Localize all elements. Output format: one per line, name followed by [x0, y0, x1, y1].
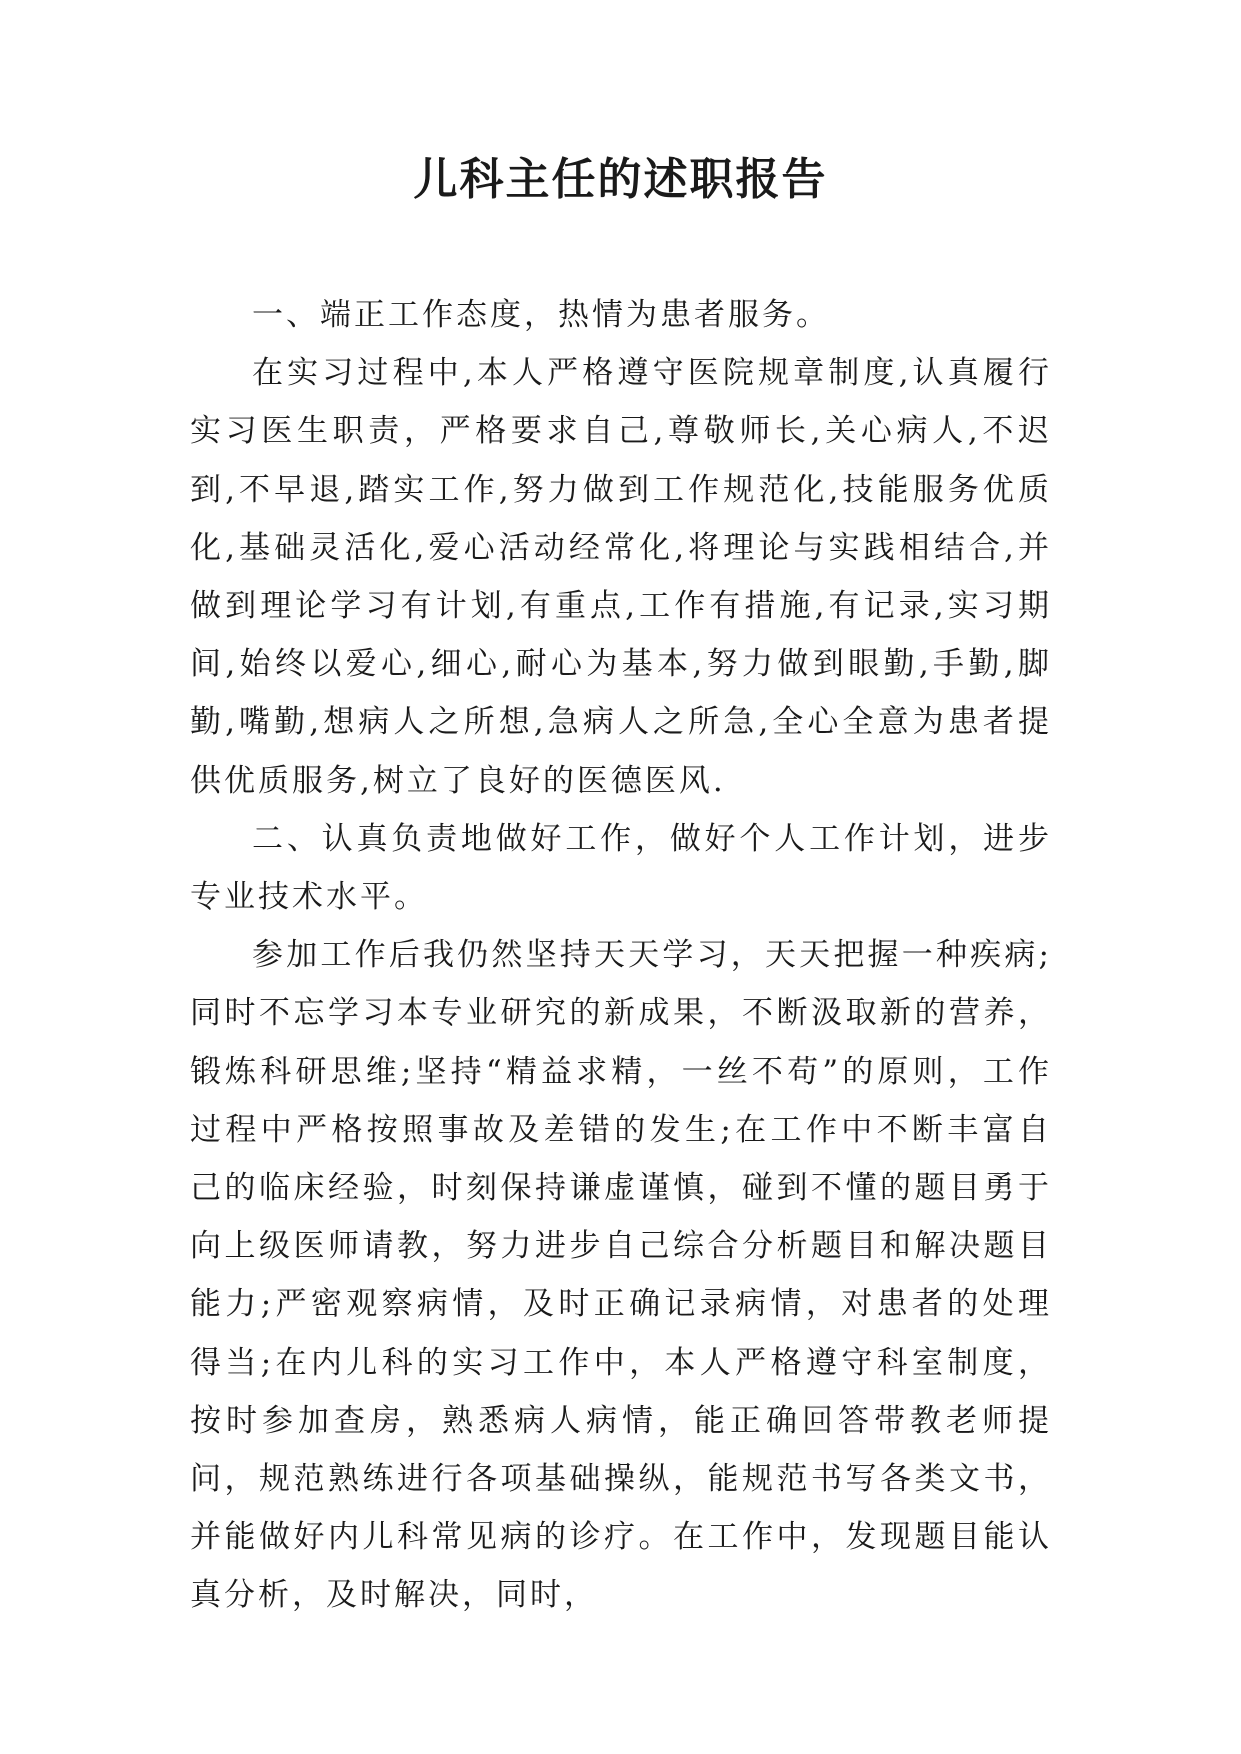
paragraph-section-two-heading: 二、认真负责地做好工作，做好个人工作计划，进步专业技术水平。 [190, 820, 1052, 916]
paragraph-section-one-heading: 一、端正工作态度，热情为患者服务。 [252, 297, 830, 333]
paragraph-continuous-learning: 参加工作后我仍然坚持天天学习，天天把握一种疾病;同时不忘学习本专业研究的新成果，不断汲取新的营养，锻炼科研思维;坚持“精益求精，一丝不苟”的原则，工作过程中严格按照事故及差错的发生;在工作中不断丰富自己的临床经验，时刻保持谦虚谨慎，碰到不懂的题目勇于向上级医师请教，努力进步自己综合分析题目和解决题目能力;严密观察病情，及时正确记录病情，对患者的处理得当;在内儿科的实习工作中，本人严格遵守科室制度，按时参加查房，熟悉病人病情，能正确回答带教老师提问，规范熟练进行各项基础操纵，能规范书写各类文书，并能做好内儿科常见病的诊疗。在工作中，发现题目能认真分析，及时解决，同时， [190, 937, 1052, 1614]
document-body [190, 286, 1052, 1625]
paragraph-internship-conduct: 在实习过程中,本人严格遵守医院规章制度,认真履行实习医生职责，严格要求自己,尊敬师长,关心病人,不迟到,不早退,踏实工作,努力做到工作规范化,技能服务优质化,基础灵活化,爱心活动经常化,将理论与实践相结合,并做到理论学习有计划,有重点,工作有措施,有记录,实习期间,始终以爱心,细心,耐心为基本,努力做到眼勤,手勤,脚勤,嘴勤,想病人之所想,急病人之所急,全心全意为患者提供优质服务,树立了良好的医德医风. [190, 355, 1052, 799]
document-title: 儿科主任的述职报告 [413, 154, 828, 205]
